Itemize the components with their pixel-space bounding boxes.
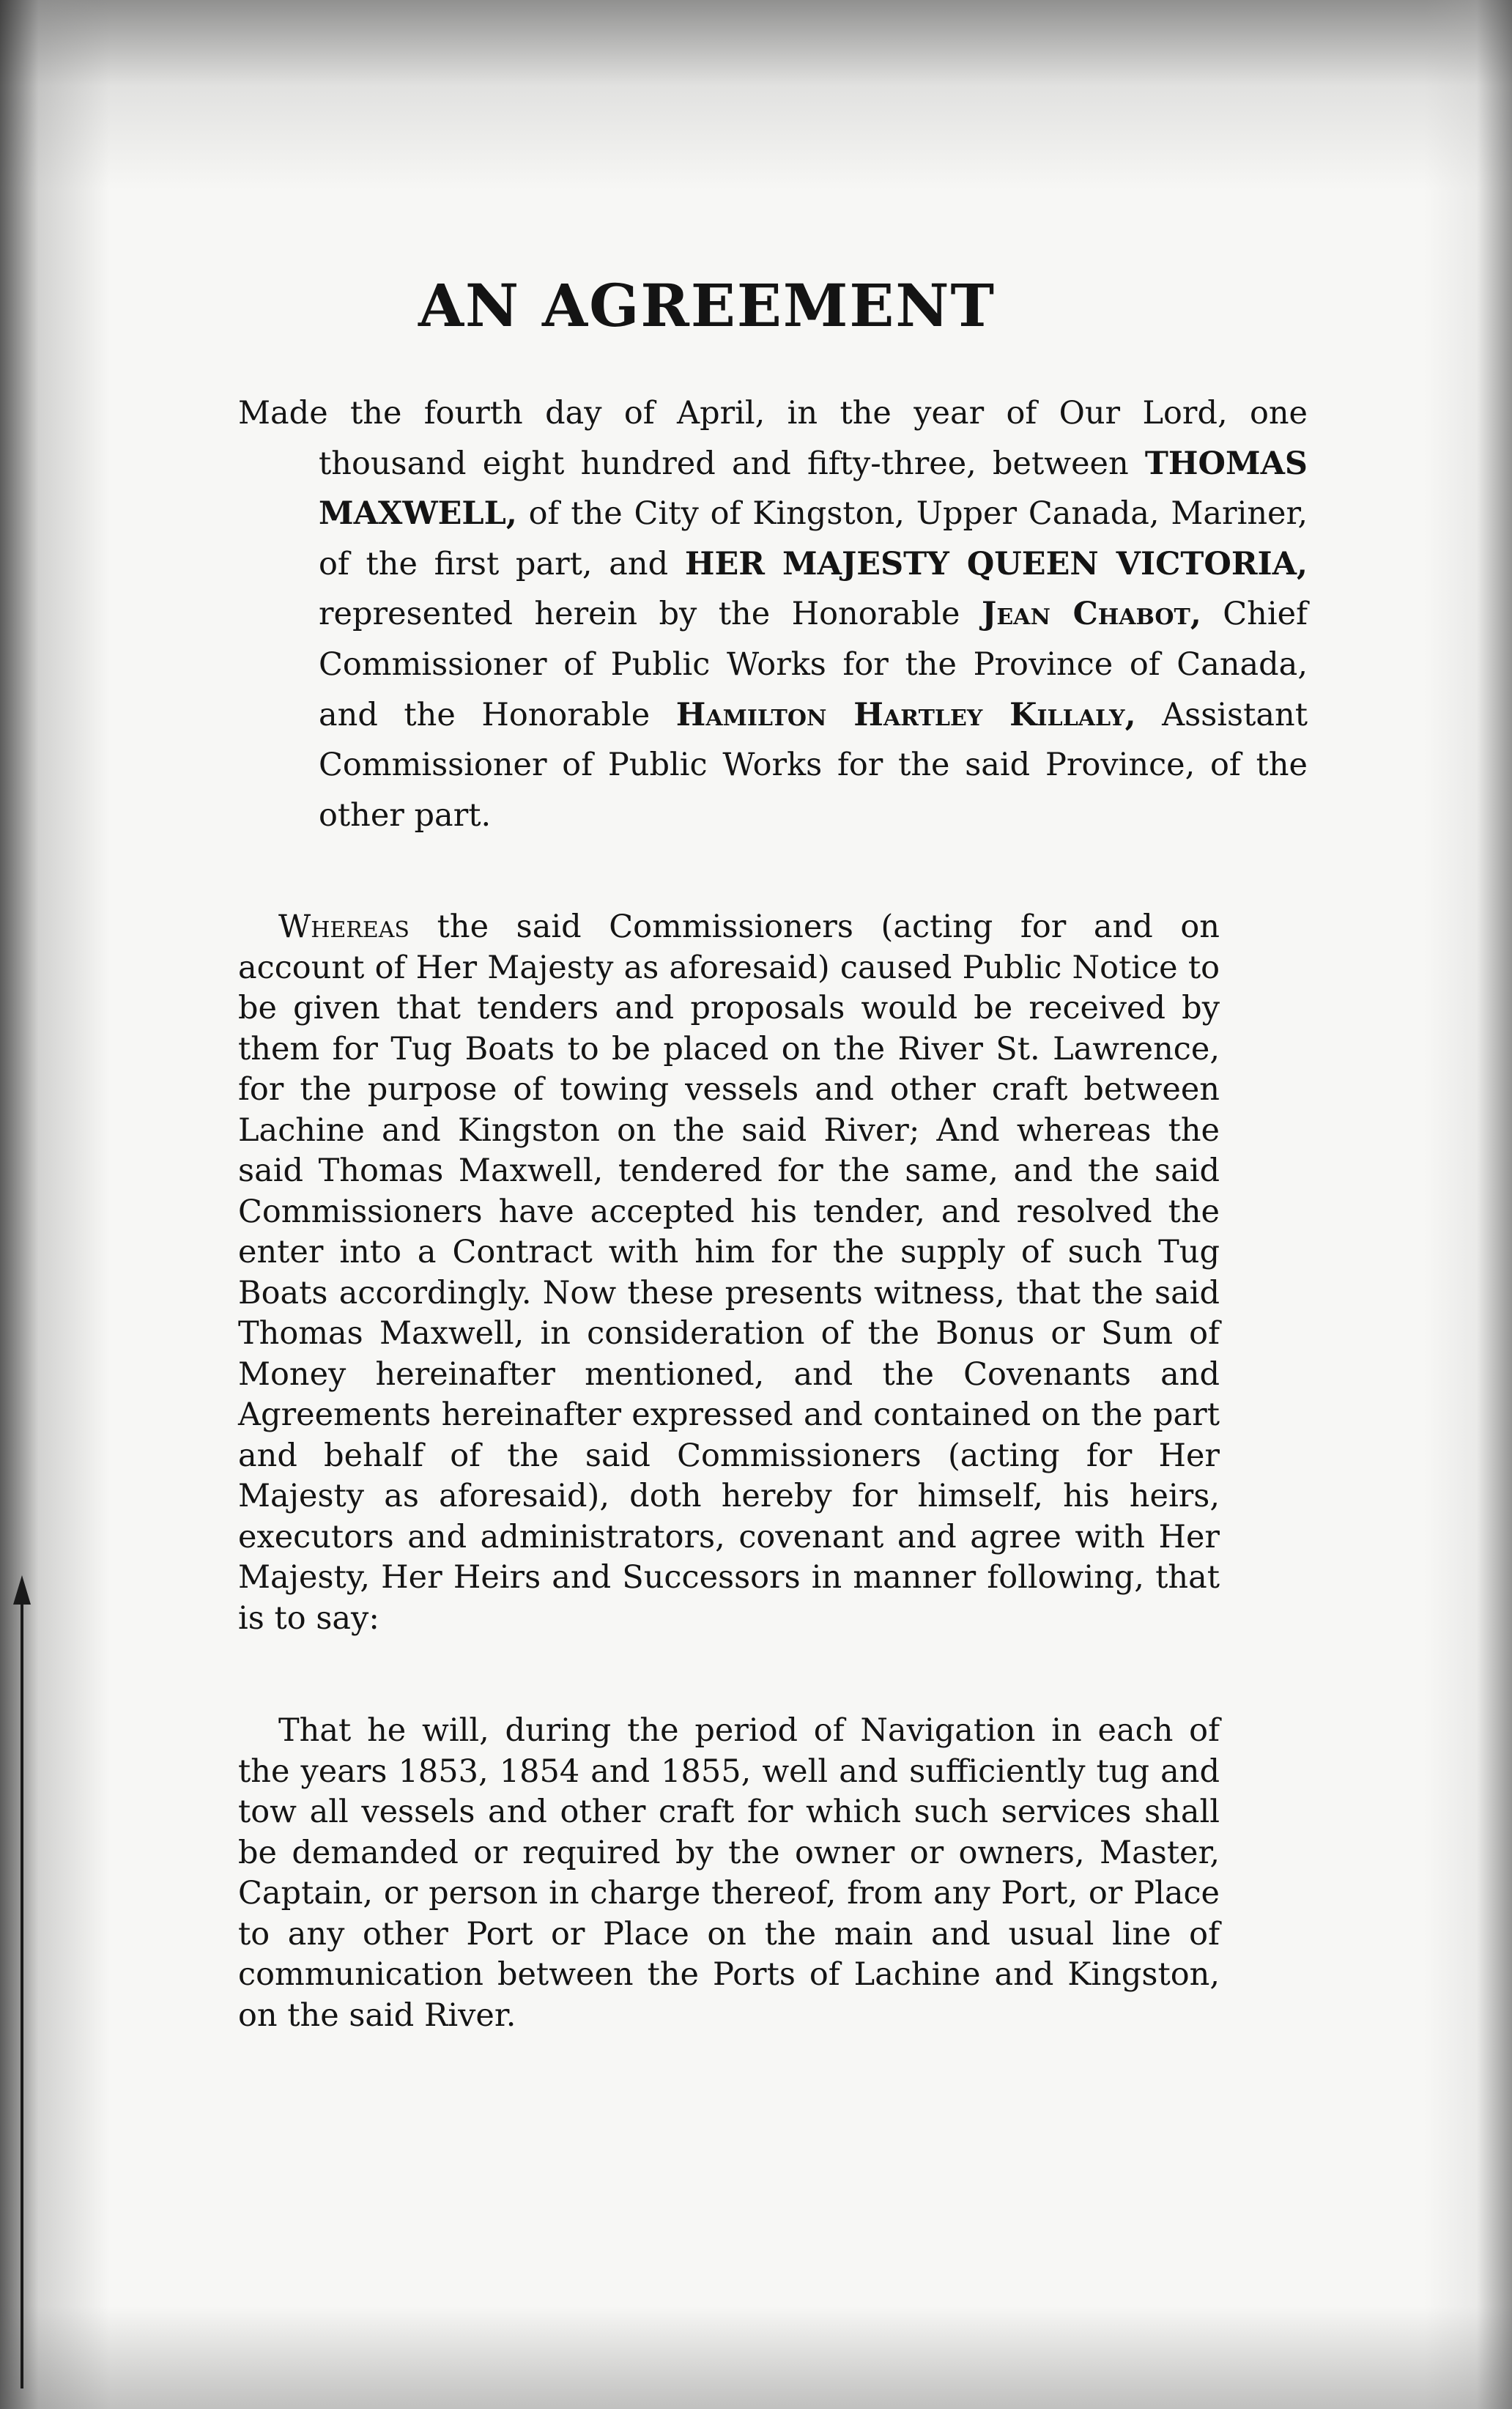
party1-name: THOMAS MAXWELL, bbox=[319, 445, 1308, 533]
paragraph-text: That he will, during the period of Navigation in each of the years 1853, 1854 and 1855, well and sufficiently tug and tow all vessels and other craft for which such services shall be demanded or required by the owner or owners, Master, Captain, or person in charge thereof, from any Port, or Place to any other Port or Place on the main and usual line of communication between the Ports of Lachine and Kingston, on the said River. bbox=[238, 1712, 1220, 2034]
preamble-intro: Made the fourth day of April, in the year of Our Lord, one thousand eight hundred and fifty-three, between bbox=[238, 395, 1308, 482]
rep2-desc: Assistant Commissioner of Public Works for the said Province, of the other part. bbox=[319, 696, 1308, 834]
paragraph-text: the said Commissioners (acting for and on account of Her Majesty as aforesaid) caused Public Notice to be given that tenders and proposals would be received by them for Tug Boats to be placed on the River St. Lawrence, for the purpose of towing vessels and other craft between Lachine and Kingston on the said River; And whereas the said Thomas Maxwell, tendered for the same, and the said Commissioners have accepted his tender, and resolved the enter into a Contract with him for the supply of such Tug Boats accordingly. Now these presents witness, that the said Thomas Maxwell, in consideration of the Bonus or Sum of Money hereinafter mentioned, and the Covenants and Agreements hereinafter expressed and contained on the part and behalf of the said Commissioners (acting for Her Majesty as aforesaid), doth hereby for himself, his heirs, executors and administrators, covenant and agree with Her Majesty, Her Heirs and Successors in manner following, that is to say: bbox=[238, 909, 1220, 1637]
preamble bbox=[238, 388, 1308, 840]
margin-rule bbox=[21, 1583, 23, 2388]
rep1-desc: Chief Commissioner of Public Works for the Province of Canada, and the Honorable bbox=[319, 596, 1308, 733]
paragraph-lead: Whereas bbox=[278, 909, 410, 945]
scan-edge-right bbox=[1424, 0, 1512, 2409]
paragraph-covenant bbox=[238, 1711, 1220, 2036]
rep2-name: Hamilton Hartley Killaly, bbox=[675, 696, 1136, 733]
scan-edge-top bbox=[0, 0, 1512, 190]
party2-desc: represented herein by the Honorable bbox=[319, 596, 982, 633]
document-title: AN AGREEMENT bbox=[418, 271, 996, 340]
party1-desc: of the City of Kingston, Upper Canada, Mariner, of the first part, and bbox=[319, 495, 1308, 582]
scan-edge-left bbox=[0, 0, 110, 2409]
party2-name: HER MAJESTY QUEEN VICTORIA, bbox=[684, 545, 1308, 582]
scan-edge-bottom bbox=[0, 2306, 1512, 2409]
rep1-name: Jean Chabot, bbox=[981, 596, 1201, 633]
paragraph-whereas bbox=[238, 907, 1220, 1639]
